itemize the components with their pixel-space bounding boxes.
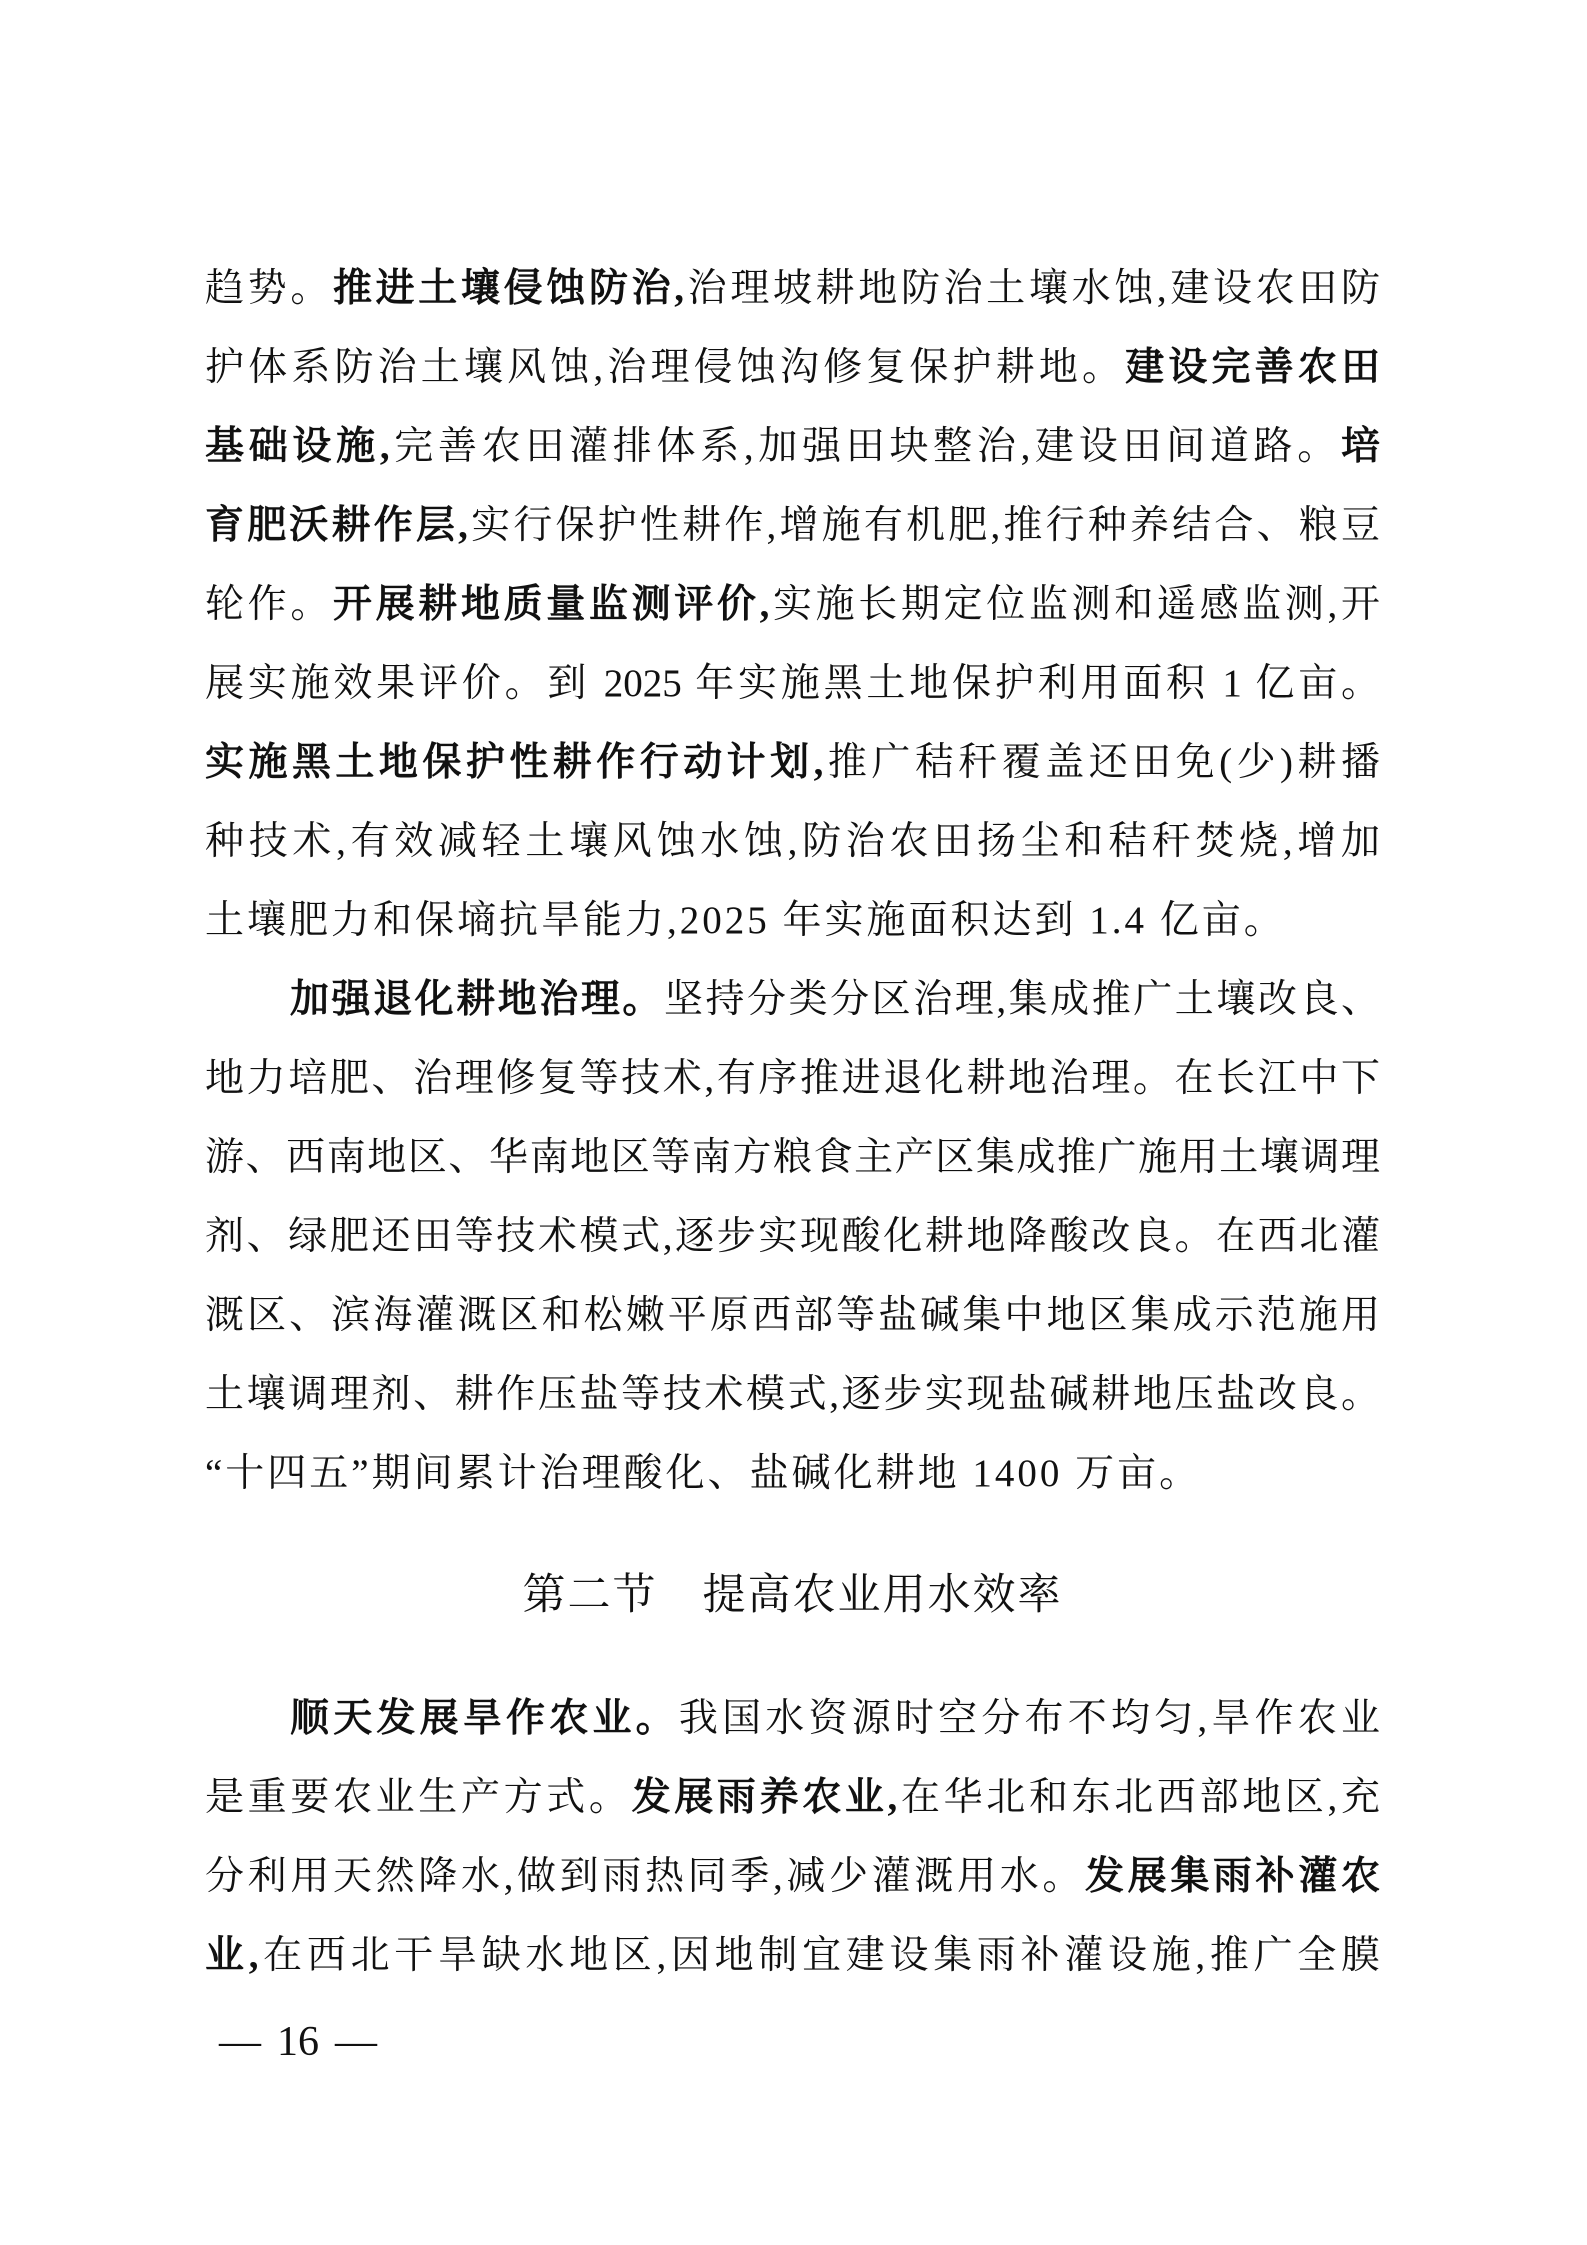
emphasis-run: 加强退化耕地治理。 (290, 978, 664, 1021)
emphasis-run: 基础设施, (205, 425, 390, 468)
text-line (205, 644, 1380, 723)
text-run: 土壤肥力和保墒抗旱能力,2025 年实施面积达到 1.4 亿亩。 (205, 899, 1286, 942)
page-footer (219, 2018, 377, 2066)
text-run: 完善农田灌排体系,加强田块整治,建设田间道路。 (389, 425, 1341, 468)
text-run: 是重要农业生产方式。 (205, 1776, 632, 1819)
document-body (205, 249, 1380, 1995)
text-line (205, 407, 1380, 486)
text-line (205, 486, 1380, 565)
emphasis-run: 发展雨养农业, (631, 1776, 898, 1819)
text-line (205, 249, 1380, 328)
text-run: 趋势。 (205, 267, 333, 310)
text-line (205, 1434, 1380, 1513)
text-line (205, 1039, 1380, 1118)
text-line (205, 881, 1380, 960)
emphasis-run: 推进土壤侵蚀防治, (332, 267, 685, 310)
text-run: 我国水资源时空分布不均匀,旱作农业 (678, 1697, 1380, 1740)
paragraph-first-line (205, 960, 1380, 1039)
footer-dash-left: — (219, 2019, 261, 2065)
footer-dash-right: — (335, 2019, 377, 2065)
text-line (205, 565, 1380, 644)
text-line (205, 1276, 1380, 1355)
text-run: 在华北和东北西部地区,充 (897, 1776, 1380, 1819)
text-line (205, 723, 1380, 802)
text-run: 剂、绿肥还田等技术模式,逐步实现酸化耕地降酸改良。在西北灌 (205, 1215, 1380, 1258)
emphasis-run: 开展耕地质量监测评价, (332, 583, 770, 626)
emphasis-run: 业, (205, 1934, 259, 1977)
text-run: 展实施效果评价。到 2025 年实施黑土地保护利用面积 1 亿亩。 (205, 662, 1380, 705)
text-run: 坚持分类分区治理,集成推广土壤改良、 (663, 978, 1380, 1021)
text-line (205, 328, 1380, 407)
emphasis-run: 发展集雨补灌农 (1085, 1855, 1380, 1898)
text-run: 护体系防治土壤风蚀,治理侵蚀沟修复保护耕地。 (205, 346, 1126, 389)
text-line (205, 1197, 1380, 1276)
emphasis-run: 培 (1340, 425, 1380, 468)
page-number: 16 (277, 2019, 319, 2065)
section-heading: 第二节 提高农业用水效率 (522, 1572, 1063, 1619)
text-line (205, 1118, 1380, 1197)
emphasis-run: 实施黑土地保护性耕作行动计划, (205, 741, 824, 784)
text-run: 实行保护性耕作,增施有机肥,推行种养结合、粮豆 (467, 504, 1380, 547)
text-run: 在西北干旱缺水地区,因地制宜建设集雨补灌设施,推广全膜 (258, 1934, 1380, 1977)
text-run: 分利用天然降水,做到雨热同季,减少灌溉用水。 (205, 1855, 1086, 1898)
emphasis-run: 建设完善农田 (1125, 346, 1380, 389)
emphasis-run: 顺天发展旱作农业。 (290, 1697, 679, 1740)
text-run: “十四五”期间累计治理酸化、盐碱化耕地 1400 万亩。 (205, 1452, 1202, 1495)
text-run: 地力培肥、治理修复等技术,有序推进退化耕地治理。在长江中下 (205, 1057, 1380, 1100)
text-run: 土壤调理剂、耕作压盐等技术模式,逐步实现盐碱耕地压盐改良。 (205, 1373, 1380, 1416)
paragraph-first-line (205, 1679, 1380, 1758)
text-run: 轮作。 (205, 583, 333, 626)
text-run: 实施长期定位监测和遥感监测,开 (769, 583, 1380, 626)
emphasis-run: 育肥沃耕作层, (205, 504, 468, 547)
text-line (205, 1916, 1380, 1995)
text-run: 治理坡耕地防治土壤水蚀,建设农田防 (684, 267, 1380, 310)
text-run: 游、西南地区、华南地区等南方粮食主产区集成推广施用土壤调理 (205, 1136, 1380, 1179)
text-line (205, 1837, 1380, 1916)
text-line (205, 802, 1380, 881)
text-run: 种技术,有效减轻土壤风蚀水蚀,防治农田扬尘和秸秆焚烧,增加 (205, 820, 1380, 863)
text-line (205, 1355, 1380, 1434)
text-run: 溉区、滨海灌溉区和松嫩平原西部等盐碱集中地区集成示范施用 (205, 1294, 1380, 1337)
text-line (205, 1758, 1380, 1837)
text-run: 推广秸秆覆盖还田免(少)耕播 (823, 741, 1380, 784)
